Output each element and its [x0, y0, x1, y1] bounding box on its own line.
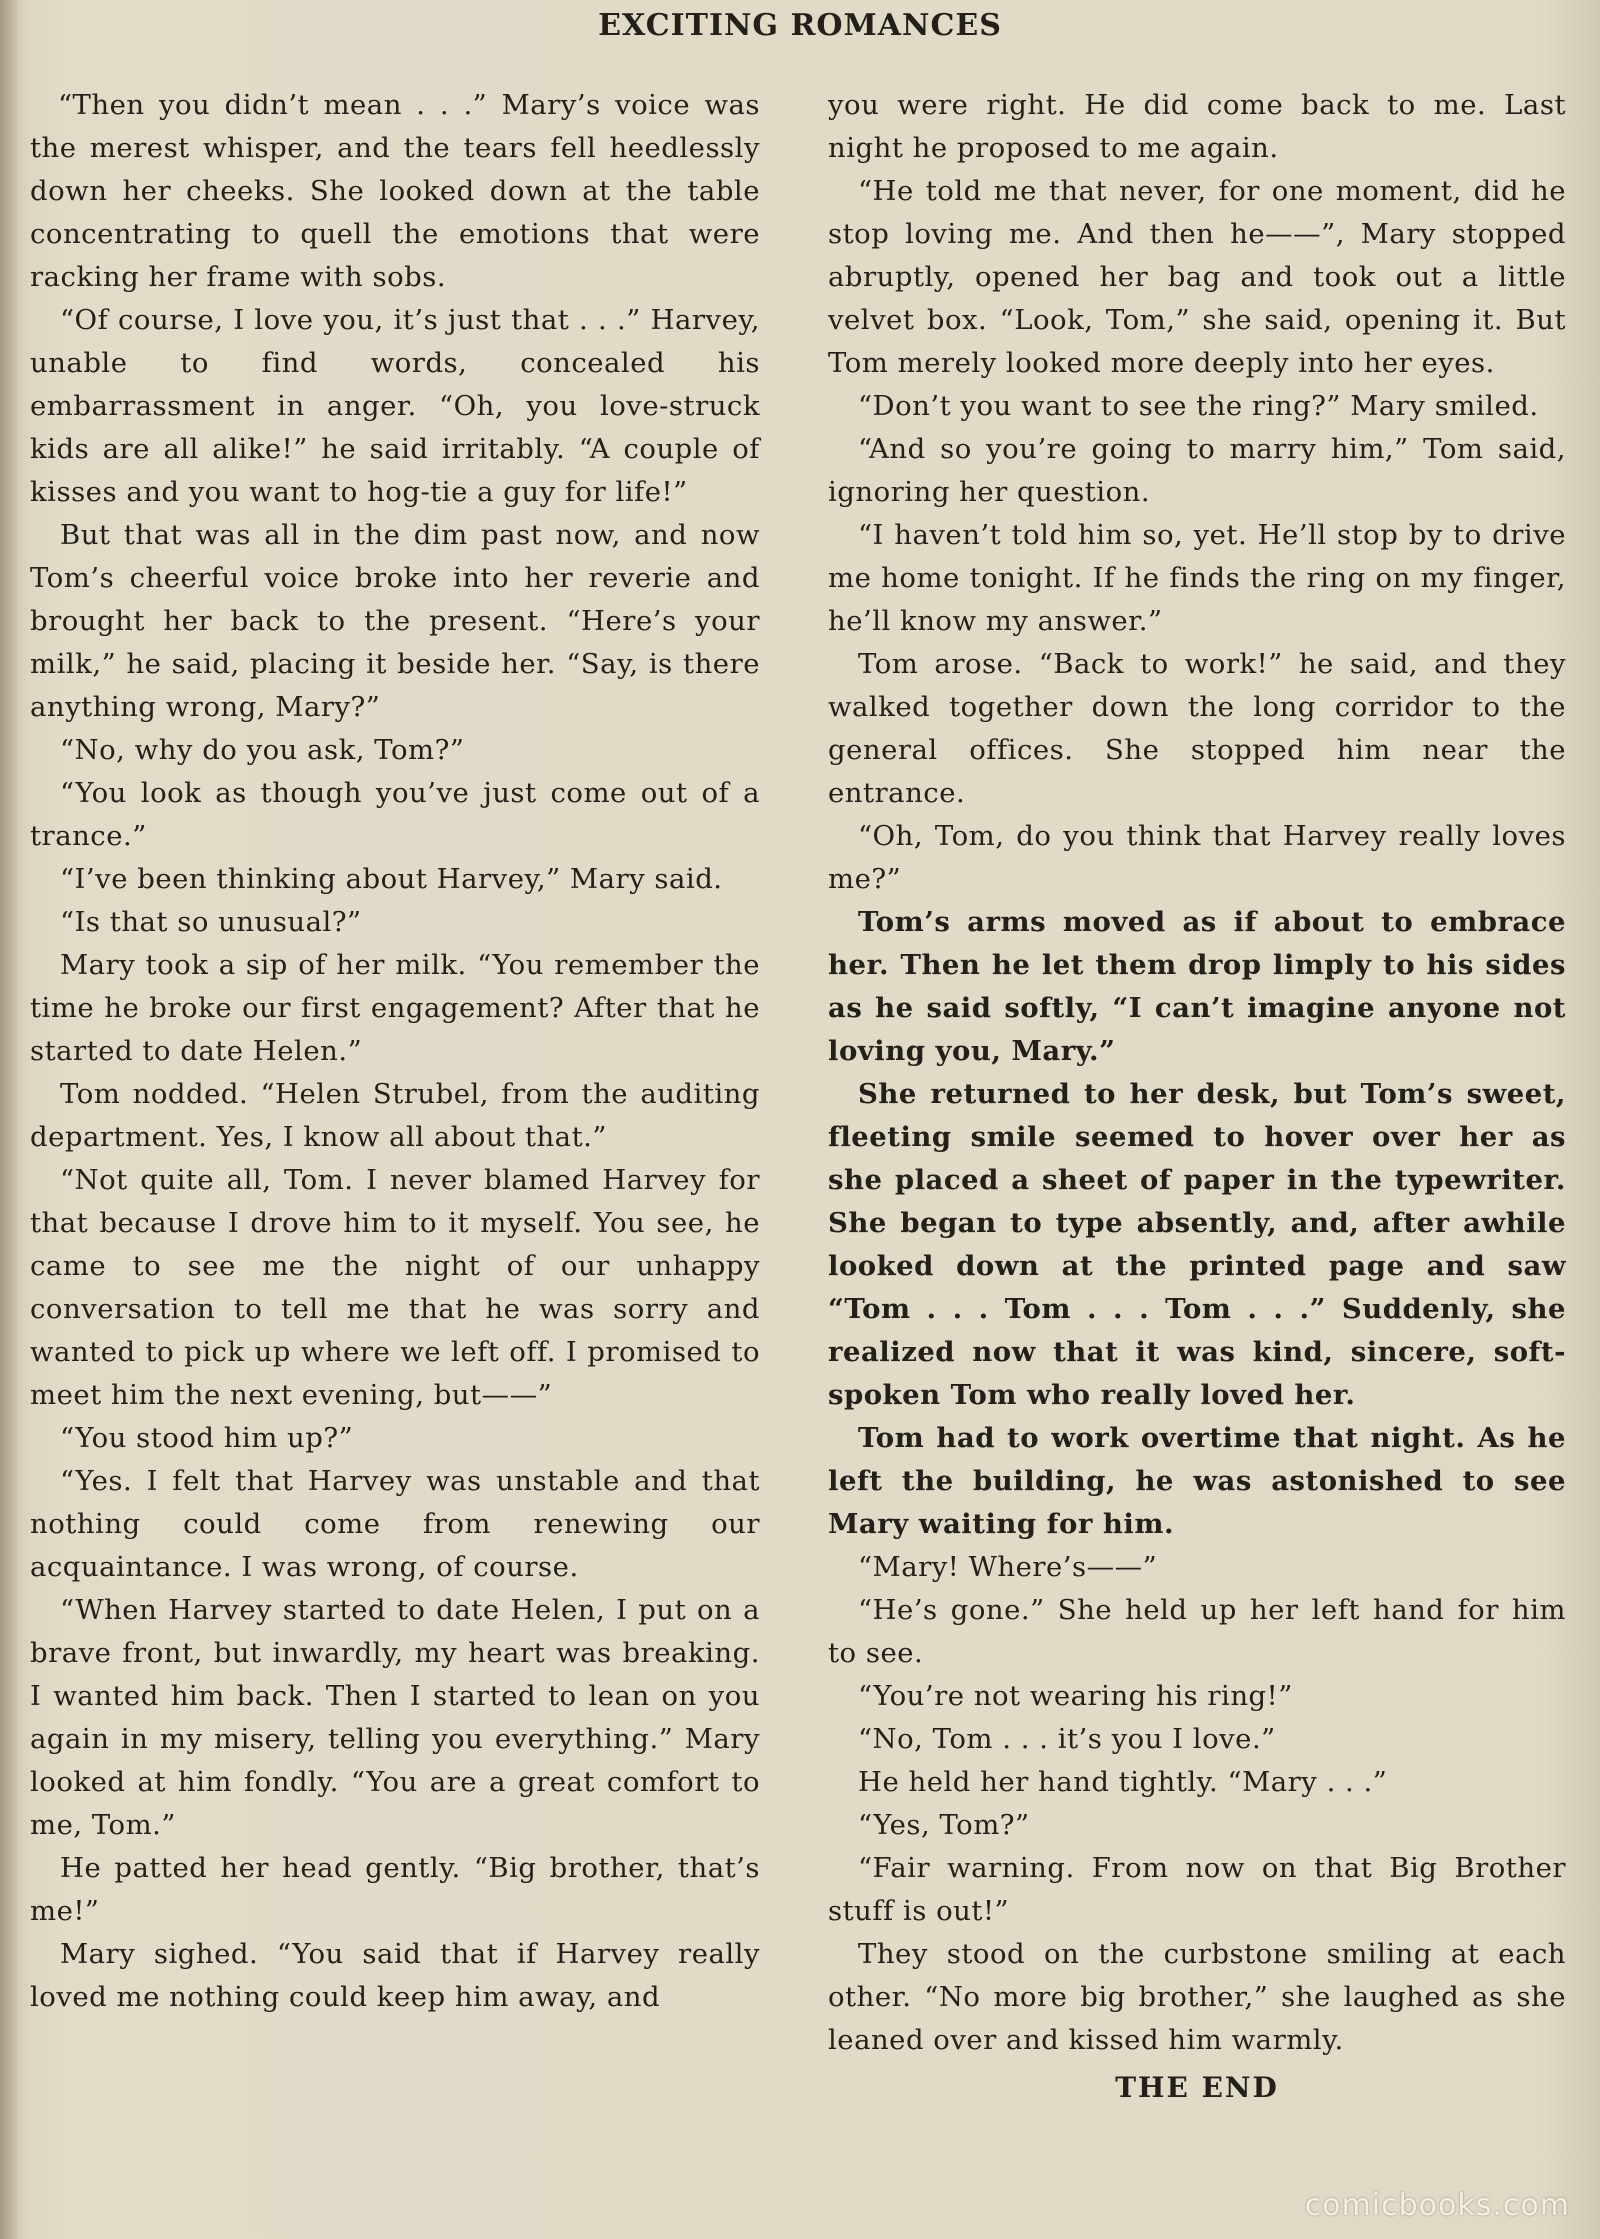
paragraph: “Of course, I love you, it’s just that . . .” Harvey, unable to find words, concealed his embarrassment in anger. “Oh, you love-struck kids are all alike!” he said irritably. “A couple of kisses and you want to hog-tie a guy for life!” — [30, 304, 760, 508]
paragraph: “Mary! Where’s——” — [858, 1551, 1158, 1583]
paragraph: Tom nodded. “Helen Strubel, from the auditing department. Yes, I know all about that.” — [30, 1078, 760, 1153]
paragraph: He patted her head gently. “Big brother, that’s me!” — [30, 1852, 760, 1927]
paragraph: Tom’s arms moved as if about to embrace her. Then he let them drop limply to his sides as he said softly, “I can’t imagine anyone not loving you, Mary.” — [828, 906, 1566, 1067]
paragraph: “Then you didn’t mean . . .” Mary’s voice was the merest whisper, and the tears fell heedlessly down her cheeks. She looked down at the table concentrating to quell the emotions that were racking her frame with sobs. — [30, 89, 760, 293]
paragraph: “You’re not wearing his ring!” — [858, 1680, 1293, 1712]
paragraph: “No, why do you ask, Tom?” — [60, 734, 465, 766]
paragraph: “Fair warning. From now on that Big Brother stuff is out!” — [828, 1852, 1566, 1927]
paragraph: “He told me that never, for one moment, did he stop loving me. And then he——”, Mary stopped abruptly, opened her bag and took out a little velvet box. “Look, Tom,” she said, opening it. But Tom merely looked more deeply into her eyes. — [828, 175, 1566, 379]
paragraph: “I’ve been thinking about Harvey,” Mary said. — [60, 863, 723, 895]
paragraph: Tom had to work overtime that night. As he left the building, he was astonished to see Mary waiting for him. — [828, 1422, 1566, 1540]
paragraph: Tom arose. “Back to work!” he said, and they walked together down the long corridor to the general offices. She stopped him near the entrance. — [828, 648, 1566, 809]
paragraph: “Don’t you want to see the ring?” Mary smiled. — [858, 390, 1539, 422]
paragraph: “No, Tom . . . it’s you I love.” — [858, 1723, 1276, 1755]
paragraph: “I haven’t told him so, yet. He’ll stop by to drive me home tonight. If he finds the ring on my finger, he’ll know my answer.” — [828, 519, 1566, 637]
page-spine — [0, 0, 18, 2239]
paragraph: “When Harvey started to date Helen, I put on a brave front, but inwardly, my heart was breaking. I wanted him back. Then I started to lean on you again in my misery, telling you everything.” Mary looked at him fondly. “You are a great comfort to me, Tom.” — [30, 1594, 760, 1841]
paragraph: Mary sighed. “You said that if Harvey really loved me nothing could keep him away, and — [30, 1938, 760, 2013]
paragraph: He held her hand tightly. “Mary . . .” — [858, 1766, 1388, 1798]
paragraph: But that was all in the dim past now, and now Tom’s cheerful voice broke into her reverie and brought her back to the present. “Here’s your milk,” he said, placing it beside her. “Say, is there anything wrong, Mary?” — [30, 519, 760, 723]
paragraph: Mary took a sip of her milk. “You remember the time he broke our first engagement? After that he started to date Helen.” — [30, 949, 760, 1067]
paragraph: you were right. He did come back to me. Last night he proposed to me again. — [828, 89, 1566, 164]
paragraph: “And so you’re going to marry him,” Tom said, ignoring her question. — [828, 433, 1566, 508]
page-header: EXCITING ROMANCES — [598, 8, 1002, 43]
paragraph: “He’s gone.” She held up her left hand for him to see. — [828, 1594, 1566, 1669]
paragraph: “Yes, Tom?” — [858, 1809, 1030, 1841]
paragraph: They stood on the curbstone smiling at each other. “No more big brother,” she laughed as she leaned over and kissed him warmly. — [828, 1938, 1566, 2056]
paragraph: She returned to her desk, but Tom’s sweet, fleeting smile seemed to hover over her as she placed a sheet of paper in the typewriter. She began to type absently, and, after awhile looked down at the printed page and saw “Tom . . . Tom . . . Tom . . .” Suddenly, she realized now that it was kind, sincere, soft-spoken Tom who really loved her. — [828, 1078, 1566, 1411]
paragraph: “Yes. I felt that Harvey was unstable and that nothing could come from renewing our acquaintance. I was wrong, of course. — [30, 1465, 760, 1583]
left-column — [30, 84, 760, 2019]
right-column — [828, 84, 1566, 2109]
the-end-label: THE END — [1115, 2071, 1279, 2104]
paragraph: “You stood him up?” — [60, 1422, 354, 1454]
watermark: comicbooks.com — [1304, 2188, 1570, 2223]
paragraph: “You look as though you’ve just come out of a trance.” — [30, 777, 760, 852]
paragraph: “Is that so unusual?” — [60, 906, 362, 938]
paragraph: “Not quite all, Tom. I never blamed Harvey for that because I drove him to it myself. You see, he came to see me the night of our unhappy conversation to tell me that he was sorry and wanted to pick up where we left off. I promised to meet him the next evening, but——” — [30, 1164, 760, 1411]
paragraph: “Oh, Tom, do you think that Harvey really loves me?” — [828, 820, 1566, 895]
